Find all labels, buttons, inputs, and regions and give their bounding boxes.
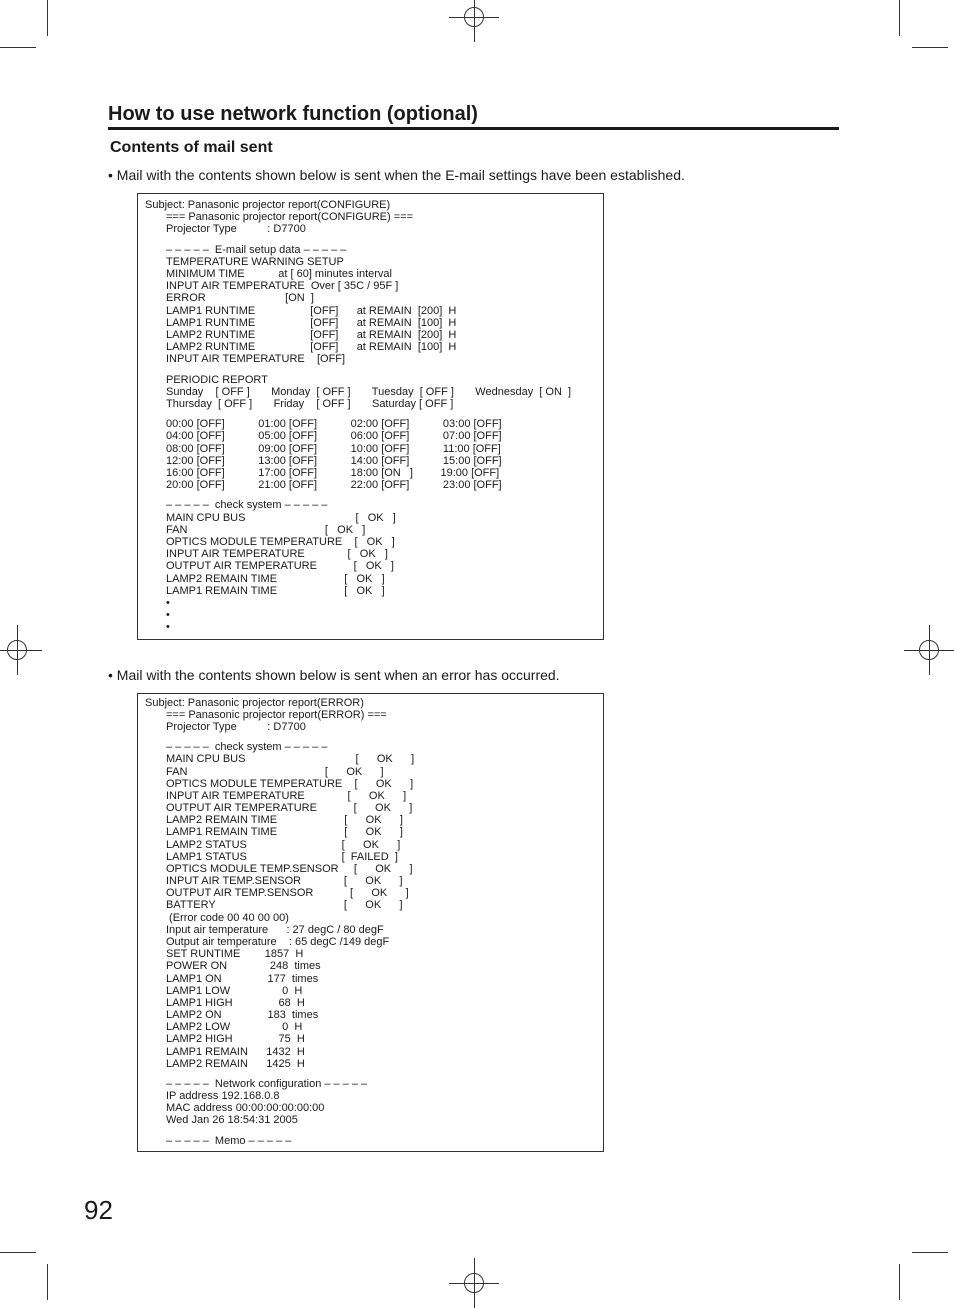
mail-line: Subject: Panasonic projector report(ERROR) <box>145 697 364 709</box>
error-mail-box <box>137 693 604 1152</box>
crop-mark <box>47 0 48 36</box>
crop-mark <box>912 47 948 48</box>
mail-line: LAMP1 LOW 0 H <box>166 985 303 997</box>
mail-line: LAMP2 RUNTIME [OFF] at REMAIN [100] H <box>166 341 457 353</box>
mail-line: 08:00 [OFF] 09:00 [OFF] 10:00 [OFF] 11:00 [OFF] <box>166 443 501 455</box>
mail-line: INPUT AIR TEMPERATURE [ OK ] <box>166 790 407 802</box>
mail-line: LAMP1 RUNTIME [OFF] at REMAIN [100] H <box>166 317 457 329</box>
configure-mail-box <box>137 193 604 640</box>
crop-mark <box>912 1252 948 1253</box>
mail-line: POWER ON 248 times <box>166 960 321 972</box>
mail-line: LAMP2 ON 183 times <box>166 1009 319 1021</box>
mail-line: OPTICS MODULE TEMPERATURE [ OK ] <box>166 778 414 790</box>
mail-line: MAIN CPU BUS [ OK ] <box>166 753 415 765</box>
mail-line: LAMP2 REMAIN TIME [ OK ] <box>166 573 385 585</box>
mail-line: • <box>166 597 170 609</box>
mail-line: LAMP2 LOW 0 H <box>166 1021 303 1033</box>
configure-bullet: • Mail with the contents shown below is sent when the E-mail settings have been established. <box>108 167 685 183</box>
mail-line: LAMP1 STATUS [ FAILED ] <box>166 851 398 863</box>
mail-line: Input air temperature : 27 degC / 80 degF <box>166 924 384 936</box>
mail-line: OUTPUT AIR TEMPERATURE [ OK ] <box>166 802 413 814</box>
mail-line: MAIN CPU BUS [ OK ] <box>166 512 396 524</box>
mail-line: 16:00 [OFF] 17:00 [OFF] 18:00 [ON ] 19:00 [OFF] <box>166 467 500 479</box>
mail-line: • <box>166 609 170 621</box>
mail-line: SET RUNTIME 1857 H <box>166 948 304 960</box>
mail-line: INPUT AIR TEMPERATURE [ OK ] <box>166 548 388 560</box>
mail-line: LAMP2 REMAIN 1425 H <box>166 1058 305 1070</box>
mail-line: === Panasonic projector report(ERROR) === <box>166 709 387 721</box>
mail-line: 12:00 [OFF] 13:00 [OFF] 14:00 [OFF] 15:00 [OFF] <box>166 455 502 467</box>
mail-line: Projector Type : D7700 <box>166 721 306 733</box>
mail-line: – – – – – check system – – – – – <box>166 499 328 511</box>
mail-line: IP address 192.168.0.8 <box>166 1090 280 1102</box>
mail-line: – – – – – check system – – – – – <box>166 741 328 753</box>
mail-line: === Panasonic projector report(CONFIGURE) === <box>166 211 413 223</box>
mail-line: LAMP2 RUNTIME [OFF] at REMAIN [200] H <box>166 329 457 341</box>
registration-mark-bottom <box>459 1268 489 1298</box>
mail-line: LAMP2 STATUS [ OK ] <box>166 839 401 851</box>
crop-mark <box>0 1252 36 1253</box>
mail-line: MAC address 00:00:00:00:00:00 <box>166 1102 325 1114</box>
registration-mark-left <box>2 635 32 665</box>
mail-line: LAMP1 REMAIN TIME [ OK ] <box>166 826 403 838</box>
mail-line: LAMP2 REMAIN TIME [ OK ] <box>166 814 403 826</box>
mail-line: PERIODIC REPORT <box>166 374 268 386</box>
mail-line: Thursday [ OFF ] Friday [ OFF ] Saturday [ OFF ] <box>166 398 454 410</box>
crop-mark <box>47 1264 48 1300</box>
mail-line: Subject: Panasonic projector report(CONFIGURE) <box>145 199 391 211</box>
mail-line: LAMP1 HIGH 68 H <box>166 997 305 1009</box>
mail-line: OPTICS MODULE TEMP.SENSOR [ OK ] <box>166 863 413 875</box>
mail-line: 04:00 [OFF] 05:00 [OFF] 06:00 [OFF] 07:00 [OFF] <box>166 430 502 442</box>
mail-line: FAN [ OK ] <box>166 524 366 536</box>
mail-line: LAMP1 RUNTIME [OFF] at REMAIN [200] H <box>166 305 457 317</box>
mail-line: Wed Jan 26 18:54:31 2005 <box>166 1114 298 1126</box>
mail-line: OUTPUT AIR TEMPERATURE [ OK ] <box>166 560 394 572</box>
mail-line: ERROR [ON ] <box>166 292 314 304</box>
mail-line: LAMP2 HIGH 75 H <box>166 1033 305 1045</box>
mail-line: – – – – – E-mail setup data – – – – – <box>166 244 347 256</box>
mail-line: 00:00 [OFF] 01:00 [OFF] 02:00 [OFF] 03:00 [OFF] <box>166 418 502 430</box>
subsection-title: Contents of mail sent <box>110 139 273 156</box>
mail-line: BATTERY [ OK ] <box>166 899 403 911</box>
mail-line: – – – – – Memo – – – – – <box>166 1135 292 1147</box>
mail-line: • <box>166 621 170 633</box>
mail-line: LAMP1 REMAIN TIME [ OK ] <box>166 585 385 597</box>
title-rule <box>108 127 839 130</box>
mail-line: INPUT AIR TEMP.SENSOR [ OK ] <box>166 875 403 887</box>
mail-line: OUTPUT AIR TEMP.SENSOR [ OK ] <box>166 887 409 899</box>
mail-line: MINIMUM TIME at [ 60] minutes interval <box>166 268 392 280</box>
mail-line: INPUT AIR TEMPERATURE [OFF] <box>166 353 346 365</box>
mail-line: OPTICS MODULE TEMPERATURE [ OK ] <box>166 536 395 548</box>
mail-line: Projector Type : D7700 <box>166 223 306 235</box>
mail-line: Output air temperature : 65 degC /149 degF <box>166 936 390 948</box>
registration-mark-top <box>459 2 489 32</box>
crop-mark <box>899 0 900 36</box>
mail-line: 20:00 [OFF] 21:00 [OFF] 22:00 [OFF] 23:00 [OFF] <box>166 479 502 491</box>
crop-mark <box>0 47 36 48</box>
mail-line: Sunday [ OFF ] Monday [ OFF ] Tuesday [ OFF ] Wednesday [ ON ] <box>166 386 572 398</box>
mail-line: LAMP1 REMAIN 1432 H <box>166 1046 305 1058</box>
error-bullet: • Mail with the contents shown below is sent when an error has occurred. <box>108 667 560 683</box>
mail-line: TEMPERATURE WARNING SETUP <box>166 256 344 268</box>
page-number: 92 <box>84 1195 113 1225</box>
section-title: How to use network function (optional) <box>108 103 478 125</box>
mail-line: INPUT AIR TEMPERATURE Over [ 35C / 95F ] <box>166 280 399 292</box>
mail-line: (Error code 00 40 00 00) <box>166 912 289 924</box>
mail-line: FAN [ OK ] <box>166 766 384 778</box>
mail-line: – – – – – Network configuration – – – – – <box>166 1078 368 1090</box>
mail-line: LAMP1 ON 177 times <box>166 973 319 985</box>
crop-mark <box>899 1264 900 1300</box>
registration-mark-right <box>914 635 944 665</box>
